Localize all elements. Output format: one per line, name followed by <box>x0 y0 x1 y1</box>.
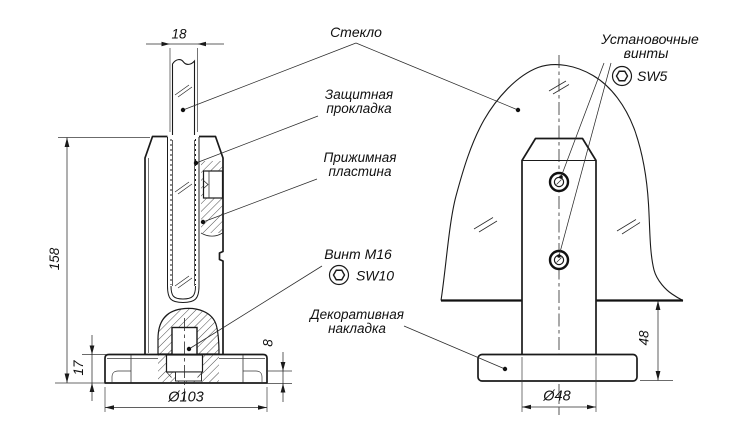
hex-socket-icon-sw5 <box>613 67 632 86</box>
dim-103-text: Ø103 <box>168 389 204 406</box>
gasket-label-line1: Защитная <box>324 87 394 102</box>
dim-post-exposed-height <box>637 301 674 381</box>
dim-8-text: 8 <box>260 339 276 347</box>
dim-158-text: 158 <box>47 247 62 271</box>
hex-socket-icon-sw10 <box>330 266 349 285</box>
glass-hatch-mark <box>175 85 192 97</box>
glass-hatch-mark <box>474 218 497 233</box>
dim-d48-text: Ø48 <box>543 388 571 405</box>
plate-label-line1: Прижимная <box>323 150 397 165</box>
glass-hatch-mark <box>175 276 192 288</box>
setscrew-pocket-section <box>201 161 223 236</box>
gasket-label-line2: прокладка <box>326 101 392 116</box>
set-screw-top <box>550 173 568 191</box>
setscrews-label-line2: винты <box>623 45 669 61</box>
callout-setscrews <box>557 31 699 258</box>
glass-pane-front <box>173 60 195 288</box>
glass-hatch-mark <box>175 182 192 194</box>
front-view <box>47 27 292 413</box>
setscrews-key-label: SW5 <box>637 68 668 84</box>
side-view <box>441 55 683 415</box>
dim-48-text: 48 <box>636 330 652 346</box>
callout-plate <box>201 150 397 224</box>
plate-label-line2: пластина <box>328 164 392 179</box>
bolt-key-label: SW10 <box>355 267 395 284</box>
glass-hatch-mark <box>617 220 640 235</box>
dim-17-text: 17 <box>71 360 86 376</box>
dim-total-height <box>47 138 150 384</box>
glass-label: Стекло <box>330 24 382 40</box>
cover-label-line2: накладка <box>328 321 386 336</box>
dim-glass-thickness <box>146 27 224 133</box>
bolt-label: Винт М16 <box>324 246 392 262</box>
dim-18-text: 18 <box>171 26 187 42</box>
dim-base-diameter <box>105 387 267 412</box>
cover-label-line1: Декоративная <box>310 307 404 322</box>
setscrews-label-line1: Установочные <box>601 31 699 47</box>
callouts <box>181 24 699 371</box>
set-screw-bottom <box>550 251 568 269</box>
dim-rim-height <box>261 339 293 402</box>
dim-base-height <box>55 335 106 401</box>
